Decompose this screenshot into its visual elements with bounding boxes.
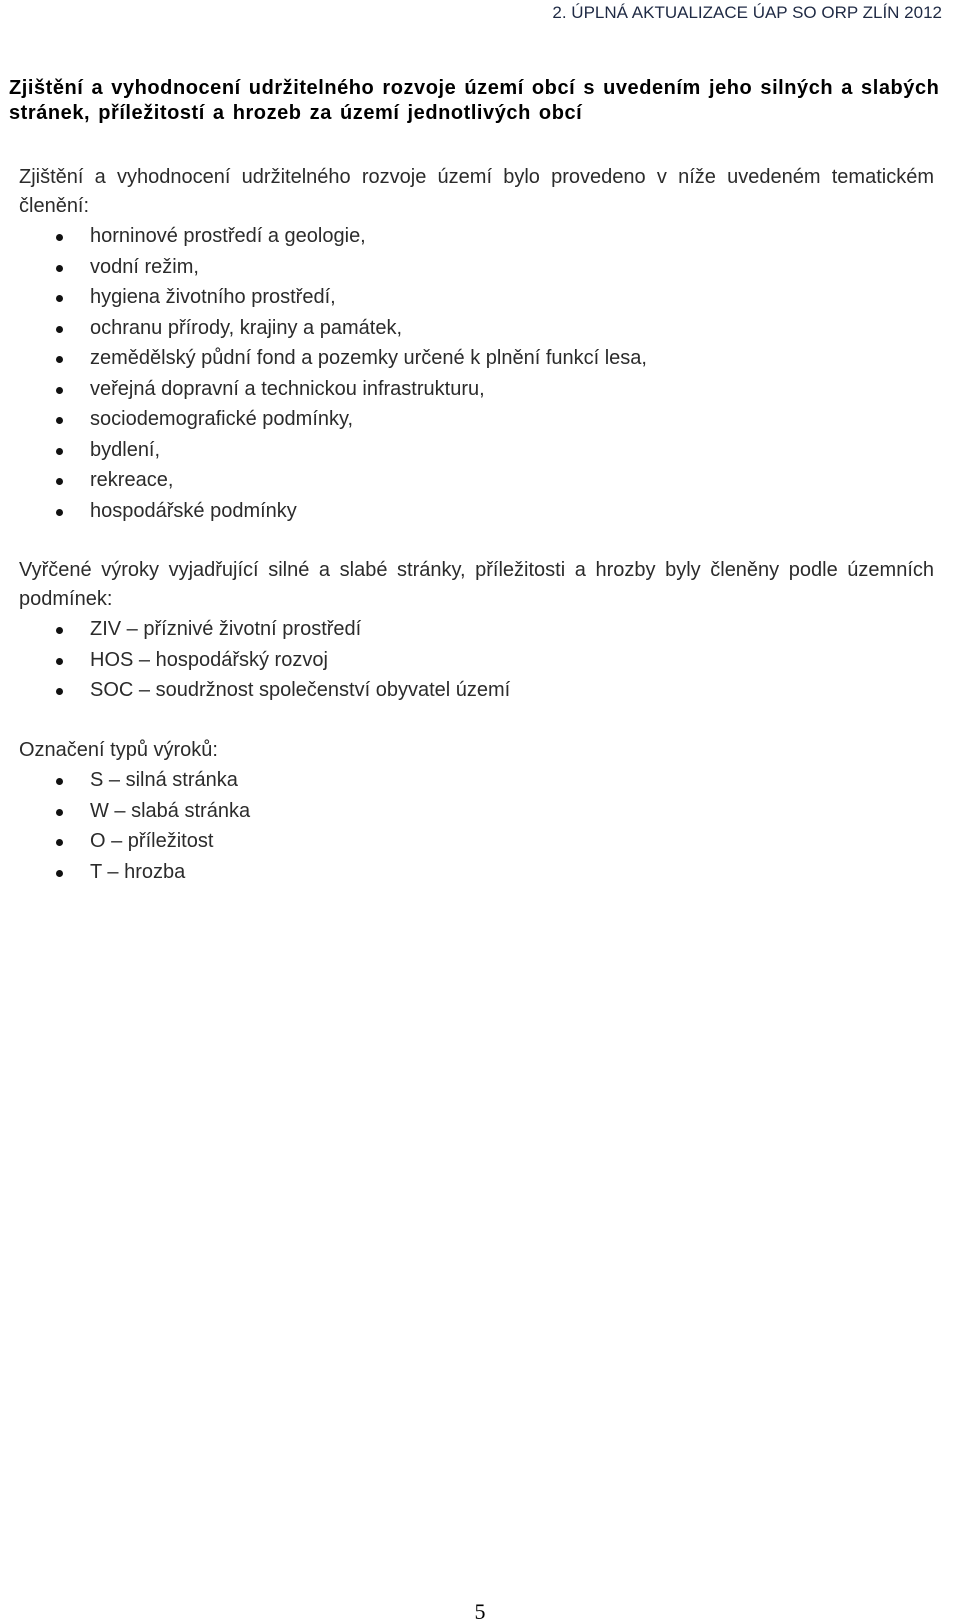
types-list (19, 765, 934, 887)
bullet-icon (56, 265, 63, 272)
bullet-icon (56, 326, 63, 333)
list-item-text: hospodářské podmínky (90, 499, 297, 522)
conditions-section (19, 556, 934, 706)
list-item (19, 374, 934, 405)
types-section (19, 736, 934, 887)
list-item (19, 765, 934, 796)
list-item (19, 675, 934, 706)
list-item-text: S – silná stránka (90, 769, 238, 791)
list-item (19, 645, 934, 676)
list-item-text: sociodemografické podmínky, (90, 408, 354, 430)
thematic-list (19, 221, 934, 526)
list-item-text: W – slabá stránka (90, 799, 251, 822)
bullet-icon (56, 356, 63, 363)
running-header: 2. ÚPLNÁ AKTUALIZACE ÚAP SO ORP ZLÍN 2012 (552, 3, 942, 22)
bullet-icon (56, 387, 63, 394)
list-item (19, 496, 934, 527)
bullet-icon (56, 448, 63, 455)
list-item (19, 404, 934, 435)
list-item-text: rekreace, (90, 469, 174, 491)
list-item (19, 826, 934, 857)
bullet-icon (56, 509, 63, 516)
conditions-intro: Vyřčené výroky vyjadřující silné a slabé stránky, příležitosti a hrozby byly členěny podle územních podmínek: (19, 559, 934, 610)
bullet-icon (56, 688, 63, 695)
bullet-icon (56, 295, 63, 302)
bullet-icon (56, 658, 63, 665)
bullet-icon (56, 478, 63, 485)
list-item (19, 343, 934, 374)
section-title: Zjištění a vyhodnocení udržitelného rozvoje území obcí s uvedením jeho silných a slabých stránek, příležitostí a hrozeb za území jednotlivých obcí (9, 77, 940, 124)
list-item-text: bydlení, (90, 438, 161, 461)
bullet-icon (56, 870, 63, 877)
conditions-list (19, 614, 934, 706)
list-item (19, 313, 934, 344)
list-item-text: vodní režim, (90, 255, 199, 278)
list-item-text: T – hrozba (90, 860, 186, 883)
list-item (19, 252, 934, 283)
list-item-text: ochranu přírody, krajiny a památek, (90, 316, 403, 339)
bullet-icon (56, 627, 63, 634)
list-item-text: HOS – hospodářský rozvoj (90, 648, 328, 671)
list-item-text: hygiena životního prostředí, (90, 286, 336, 308)
thematic-section (19, 163, 934, 526)
list-item (19, 435, 934, 466)
types-intro: Označení typů výroků: (19, 739, 218, 761)
bullet-icon (56, 809, 63, 816)
page-number: 5 (474, 1599, 486, 1624)
list-item-text: O – příležitost (90, 830, 214, 852)
list-item-text: SOC – soudržnost společenství obyvatel území (90, 679, 511, 701)
list-item (19, 796, 934, 827)
list-item (19, 857, 934, 888)
list-item-text: horninové prostředí a geologie, (90, 225, 366, 247)
list-item-text: veřejná dopravní a technickou infrastrukturu, (90, 377, 485, 400)
bullet-icon (56, 778, 63, 785)
bullet-icon (56, 234, 63, 241)
list-item-text: ZIV – příznivé životní prostředí (90, 618, 362, 640)
list-item-text: zemědělský půdní fond a pozemky určené k plnění funkcí lesa, (90, 347, 647, 369)
list-item (19, 465, 934, 496)
bullet-icon (56, 839, 63, 846)
thematic-intro: Zjištění a vyhodnocení udržitelného rozvoje území bylo provedeno v níže uvedeném tematickém členění: (19, 166, 934, 217)
list-item (19, 614, 934, 645)
list-item (19, 221, 934, 252)
bullet-icon (56, 417, 63, 424)
list-item (19, 282, 934, 313)
